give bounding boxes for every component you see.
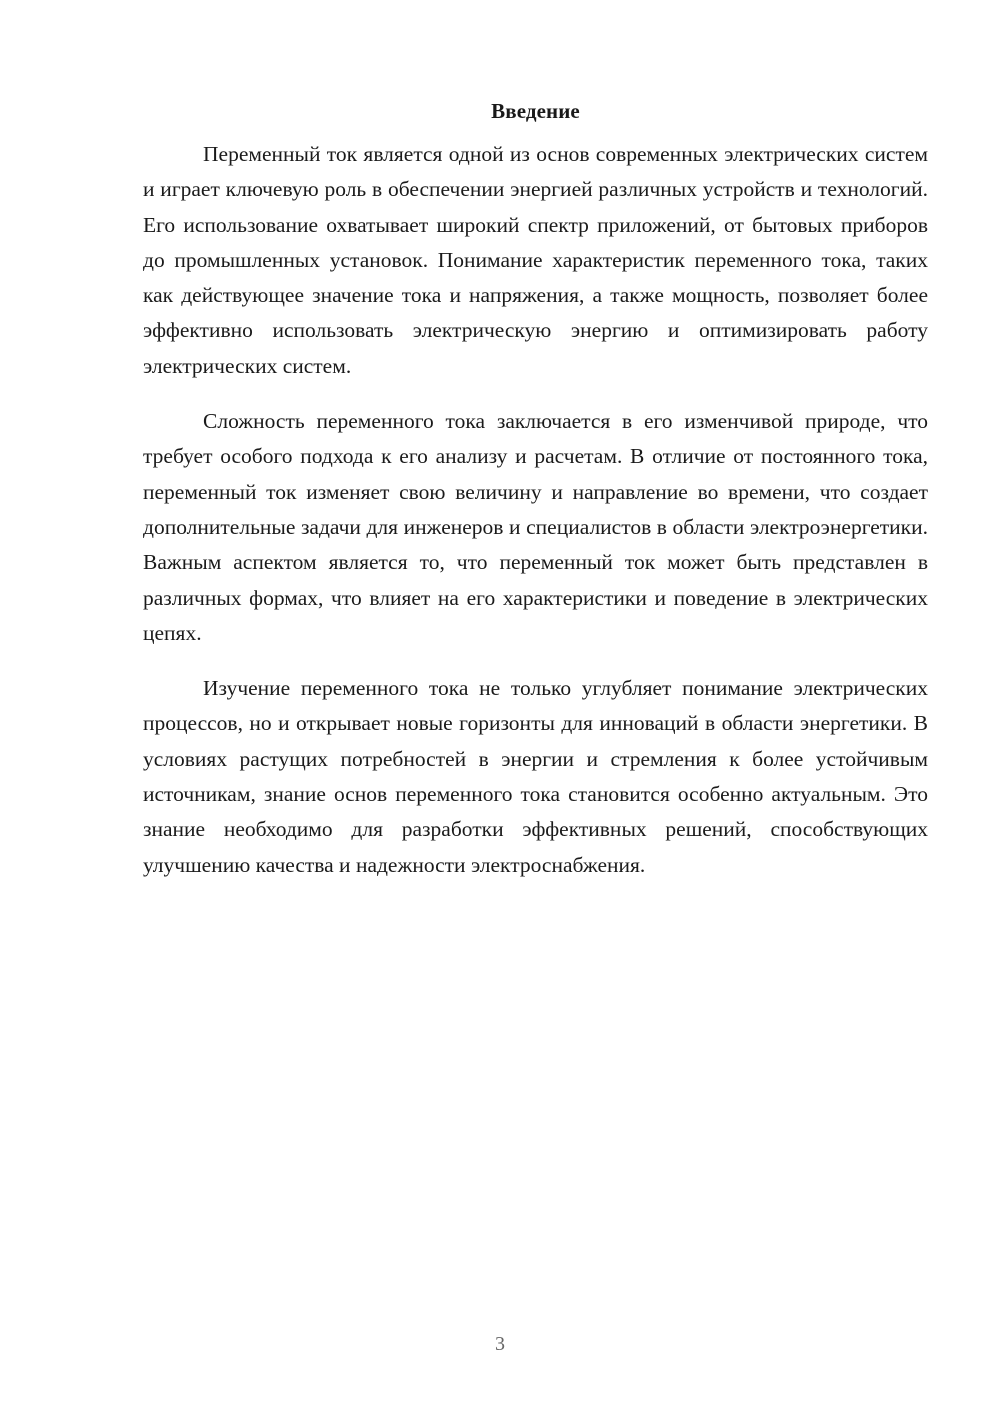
paragraph-1: Переменный ток является одной из основ современных электрических систем и играет ключевую роль в обеспечении энергией различных устройств и технологий. Его использование охватывает широкий спектр приложений, от бытовых приборов до промышленных установок. Понимание характеристик переменного тока, таких как действующее значение тока и напряжения, а также мощность, позволяет более эффективно использовать электрическую энергию и оптимизировать работу электрических систем.	[143, 142, 928, 378]
page-content	[143, 94, 928, 903]
paragraph-3: Изучение переменного тока не только углубляет понимание электрических процессов, но и открывает новые горизонты для инноваций в области энергетики. В условиях растущих потребностей в энергии и стремления к более устойчивым источникам, знание основ переменного тока становится особенно актуальным. Это знание необходимо для разработки эффективных решений, способствующих улучшению качества и надежности электроснабжения.	[143, 676, 928, 877]
paragraph-2: Сложность переменного тока заключается в его изменчивой природе, что требует особого подхода к его анализу и расчетам. В отличие от постоянного тока, переменный ток изменяет свою величину и направление во времени, что создает дополнительные задачи для инженеров и специалистов в области электроэнергетики. Важным аспектом является то, что переменный ток может быть представлен в различных формах, что влияет на его характеристики и поведение в электрических цепях.	[143, 409, 928, 645]
section-title: Введение	[491, 99, 580, 123]
page-number: 3	[495, 1333, 505, 1355]
